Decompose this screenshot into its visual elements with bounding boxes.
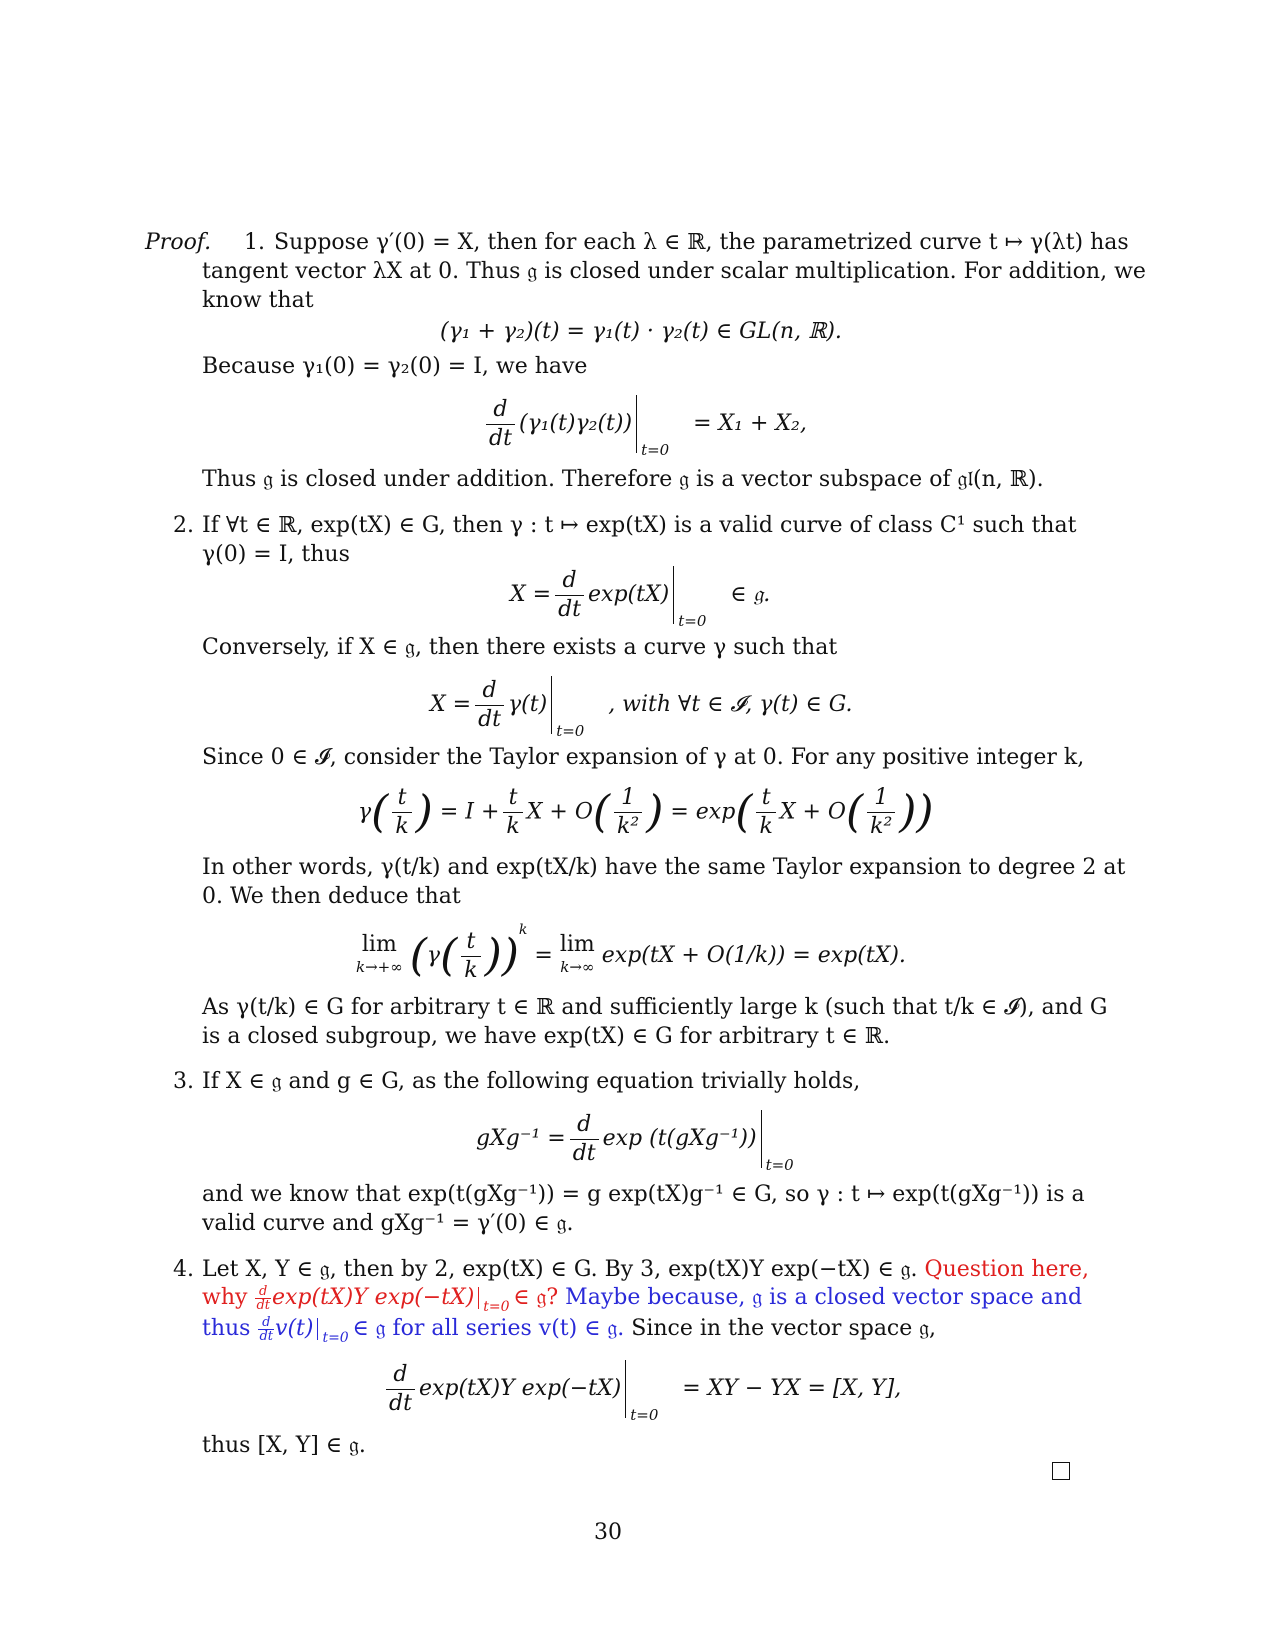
item-2-line-6: 0. We then deduce that bbox=[202, 884, 461, 909]
item-2-line-1: If ∀t ∈ ℝ, exp(tX) ∈ G, then γ : t ↦ exp(tX) is a valid curve of class C¹ such that bbox=[202, 513, 1077, 538]
derivative-body: γ(t) bbox=[508, 692, 548, 717]
equation-rhs: , with ∀t ∈ 𝓘, γ(t) ∈ G. bbox=[608, 692, 853, 717]
item-1-line-1: Suppose γ′(0) = X, then for each λ ∈ ℝ, the parametrized curve t ↦ γ(λt) has bbox=[274, 230, 1129, 255]
item-3-line-2: and we know that exp(t(gXg⁻¹)) = g exp(tX)g⁻¹ ∈ G, so γ : t ↦ exp(t(gXg⁻¹)) is a bbox=[202, 1182, 1085, 1207]
item-1-equation-group-product: (γ₁ + γ₂)(t) = γ₁(t) · γ₂(t) ∈ GL(n, ℝ). bbox=[440, 319, 842, 344]
equation-lhs: X = bbox=[510, 582, 552, 607]
item-2-line-7: As γ(t/k) ∈ G for arbitrary t ∈ ℝ and sufficiently large k (such that t/k ∈ 𝓘), and G bbox=[202, 995, 1108, 1020]
item-2-number: 2. bbox=[173, 513, 194, 538]
evaluation-bar: t=0 bbox=[673, 566, 730, 624]
equation-rhs: ∈ 𝔤. bbox=[730, 582, 771, 607]
item-1-equation-derivative bbox=[482, 395, 807, 459]
proof-label: Proof. bbox=[145, 230, 212, 255]
derivative-operator: $\frac{d}{dt}$ bbox=[486, 396, 515, 453]
question-note-continued: why $\frac{d}{dt}$ exp(tX)Y exp(−tX) t=0 ∈ 𝔤? bbox=[202, 1283, 559, 1315]
derivative-operator: $\frac{d}{dt}$ bbox=[475, 677, 504, 734]
page-number: 30 bbox=[594, 1520, 622, 1545]
item-3-line-1: If X ∈ 𝔤 and g ∈ G, as the following equation trivially holds, bbox=[202, 1069, 861, 1094]
derivative-operator: $\frac{d}{dt}$ bbox=[555, 567, 584, 624]
item-2-line-3: Conversely, if X ∈ 𝔤, then there exists a curve γ such that bbox=[202, 635, 838, 660]
item-1-line-5: Thus 𝔤 is closed under addition. Therefore 𝔤 is a vector subspace of 𝔤𝔩(n, ℝ). bbox=[202, 467, 1044, 492]
item-4-line-4: thus [X, Y] ∈ 𝔤. bbox=[202, 1433, 366, 1458]
item-4-equation-commutator: $\frac{d}{dt}$ exp(tX)Y exp(−tX) t=0 = XY − YX = [X, Y], bbox=[382, 1360, 901, 1418]
item-2-equation-limit: lim k→+∞ (γ( $\frac{t}{k}$ ))$^k$ = lim k→∞ exp(tX + O(1/k)) = exp(tX). bbox=[356, 922, 906, 983]
item-3-line-3: valid curve and gXg⁻¹ = γ′(0) ∈ 𝔤. bbox=[202, 1211, 574, 1236]
evaluation-bar: t=0 bbox=[636, 395, 693, 453]
item-2-line-4: Since 0 ∈ 𝓘, consider the Taylor expansion of γ at 0. For any positive integer k, bbox=[202, 745, 1085, 770]
derivative-body: exp(tX) bbox=[588, 582, 670, 607]
equation-rhs: = X₁ + X₂, bbox=[693, 411, 807, 436]
item-2-equation-exp-derivative bbox=[510, 566, 771, 630]
item-1-line-2: tangent vector λX at 0. Thus 𝔤 is closed under scalar multiplication. For addition, we bbox=[202, 259, 1146, 284]
item-1-number: 1. bbox=[244, 230, 265, 255]
item-4-line-1: Let X, Y ∈ 𝔤, then by 2, exp(tX) ∈ G. By 3, exp(tX)Y exp(−tX) ∈ 𝔤. Question here, bbox=[202, 1257, 1090, 1282]
item-2-line-5: In other words, γ(t/k) and exp(tX/k) have the same Taylor expansion to degree 2 at bbox=[202, 855, 1126, 880]
item-4-line-2 bbox=[202, 1283, 1083, 1315]
item-2-line-8: is a closed subgroup, we have exp(tX) ∈ G for arbitrary t ∈ ℝ. bbox=[202, 1024, 891, 1049]
item-1-line-3: know that bbox=[202, 288, 314, 313]
equation-lhs: X = bbox=[430, 692, 472, 717]
item-1-line-4: Because γ₁(0) = γ₂(0) = I, we have bbox=[202, 354, 588, 379]
item-4-line-3: thus $\frac{d}{dt}$ v(t) t=0 ∈ 𝔤 for all series v(t) ∈ 𝔤. Since in the vector space 𝔤, bbox=[202, 1314, 937, 1346]
question-note: Question here, bbox=[924, 1257, 1090, 1282]
item-3-number: 3. bbox=[173, 1069, 194, 1094]
answer-note: Maybe because, 𝔤 is a closed vector space and bbox=[565, 1285, 1083, 1310]
item-2-line-2: γ(0) = I, thus bbox=[202, 542, 350, 567]
qed-box bbox=[1052, 1462, 1070, 1480]
evaluation-bar: t=0 bbox=[551, 676, 608, 734]
item-2-equation-curve-derivative bbox=[430, 676, 853, 740]
item-3-equation-conjugation: gXg⁻¹ = $\frac{d}{dt}$ exp (t(gXg⁻¹)) t=0 bbox=[476, 1110, 818, 1168]
item-4-number: 4. bbox=[173, 1257, 194, 1282]
derivative-body: (γ₁(t)γ₂(t)) bbox=[518, 411, 633, 436]
item-2-equation-taylor: γ( $\frac{t}{k}$ ) = I + $\frac{t}{k}$ X + O( $\frac{1}{\text{k²}}$ ) = exp( $\frac{t}{k}$ X + O( $\frac{1}{\text{k²}}$ )) bbox=[358, 785, 934, 839]
answer-note-continued: thus $\frac{d}{dt}$ v(t) t=0 ∈ 𝔤 for all series v(t) ∈ 𝔤. bbox=[202, 1314, 625, 1346]
